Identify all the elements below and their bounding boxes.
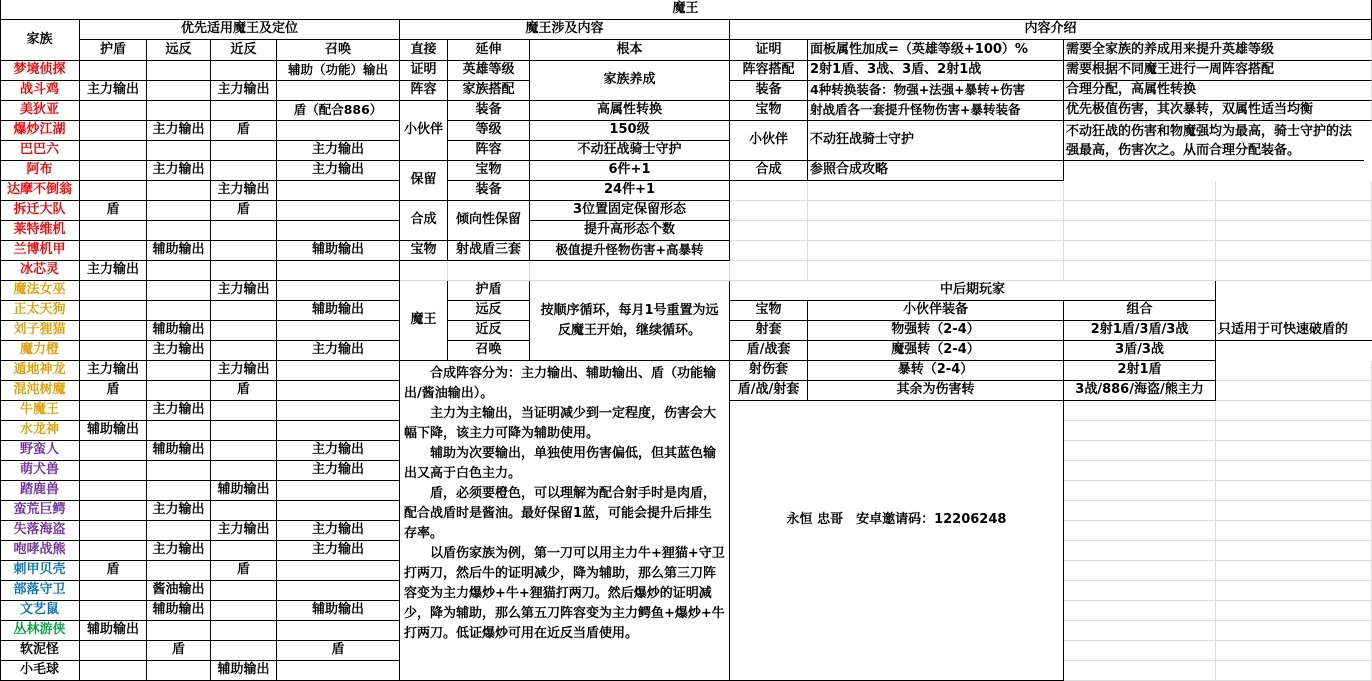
role-cell bbox=[277, 81, 400, 101]
empty-cell bbox=[1064, 621, 1216, 641]
role-cell bbox=[80, 301, 147, 321]
empty-cell bbox=[1064, 401, 1216, 421]
role-cell bbox=[211, 401, 277, 421]
family-name: 咆哮战熊 bbox=[0, 541, 80, 561]
empty-cell bbox=[400, 261, 730, 281]
role-cell bbox=[147, 221, 211, 241]
empty-cell bbox=[1216, 641, 1372, 661]
involve-col-header: 根本 bbox=[530, 40, 730, 61]
role-cell bbox=[147, 561, 211, 581]
role-cell: 主力输出 bbox=[147, 401, 211, 421]
empty-cell bbox=[730, 181, 808, 201]
family-name: 萌犬兽 bbox=[0, 461, 80, 481]
cycle-item: 远反 bbox=[448, 301, 530, 321]
empty-cell bbox=[808, 221, 1064, 241]
cycle-item: 召唤 bbox=[448, 341, 530, 361]
role-cell bbox=[211, 261, 277, 281]
role-cell: 主力输出 bbox=[277, 161, 400, 181]
role-cell: 主力输出 bbox=[147, 161, 211, 181]
role-cell bbox=[80, 181, 147, 201]
role-cell bbox=[211, 141, 277, 161]
family-name: 巴巴六 bbox=[0, 141, 80, 161]
role-cell bbox=[211, 501, 277, 521]
role-cell bbox=[80, 141, 147, 161]
role-cell: 辅助输出 bbox=[80, 621, 147, 641]
role-cell: 主力输出 bbox=[277, 441, 400, 461]
role-cell bbox=[80, 101, 147, 121]
role-cell bbox=[147, 261, 211, 281]
family-header: 家族 bbox=[0, 20, 80, 61]
empty-cell bbox=[1216, 361, 1372, 381]
role-cell bbox=[211, 241, 277, 261]
involve-cell: 150级 bbox=[530, 121, 730, 141]
role-cell: 盾（配合886） bbox=[277, 101, 400, 121]
involve-cell: 高属性转换 bbox=[530, 101, 730, 121]
late-cell: 物强转（2-4） bbox=[808, 321, 1064, 341]
intro-label: 合成 bbox=[730, 161, 808, 181]
role-cell bbox=[80, 321, 147, 341]
role-cell bbox=[211, 61, 277, 81]
empty-cell bbox=[1216, 661, 1372, 681]
intro-value: 参照合成攻略 bbox=[808, 161, 1064, 181]
role-cell: 盾 bbox=[211, 381, 277, 401]
composition-notes bbox=[400, 361, 730, 681]
role-cell bbox=[147, 61, 211, 81]
family-name: 野蛮人 bbox=[0, 441, 80, 461]
role-cell: 盾 bbox=[147, 641, 211, 661]
late-cell: 射伤套 bbox=[730, 361, 808, 381]
late-header: 小伙伴装备 bbox=[808, 301, 1064, 321]
empty-cell bbox=[1216, 601, 1372, 621]
involve-cell: 倾向性保留 bbox=[448, 201, 530, 241]
family-name: 蛮荒巨鳄 bbox=[0, 501, 80, 521]
late-cell: 盾/战套 bbox=[730, 341, 808, 361]
role-cell: 辅助输出 bbox=[211, 661, 277, 681]
family-name: 丛林游侠 bbox=[0, 621, 80, 641]
empty-cell bbox=[1064, 561, 1216, 581]
empty-cell bbox=[1216, 181, 1372, 201]
empty-cell bbox=[1216, 441, 1372, 461]
involve-cell: 宝物 bbox=[400, 241, 448, 261]
sheet-border bbox=[0, 0, 1, 681]
role-cell: 主力输出 bbox=[277, 521, 400, 541]
role-cell: 盾 bbox=[80, 381, 147, 401]
role-cell bbox=[277, 421, 400, 441]
involve-cell: 装备 bbox=[448, 181, 530, 201]
empty-cell bbox=[730, 201, 808, 221]
role-cell bbox=[211, 301, 277, 321]
late-title: 中后期玩家 bbox=[730, 281, 1216, 301]
intro-note: 需要全家族的养成用来提升英雄等级 bbox=[1064, 40, 1372, 61]
family-name: 爆炒江湖 bbox=[0, 121, 80, 141]
role-cell: 酱油输出 bbox=[147, 581, 211, 601]
late-cell: 2射1盾/3盾/3战 bbox=[1064, 321, 1216, 341]
priority-col-header: 远反 bbox=[147, 40, 211, 61]
contact-info: 永恒 忠哥 安卓邀请码：12206248 bbox=[730, 361, 1064, 681]
role-cell bbox=[80, 281, 147, 301]
role-cell: 辅助输出 bbox=[277, 301, 400, 321]
note-paragraph: 主力为主输出，当证明减少到一定程度，伤害会大幅下降，该主力可降为辅助使用。 bbox=[404, 406, 717, 441]
role-cell: 盾 bbox=[211, 561, 277, 581]
role-cell bbox=[211, 441, 277, 461]
role-cell bbox=[277, 621, 400, 641]
empty-cell bbox=[1216, 481, 1372, 501]
empty-cell bbox=[1216, 621, 1372, 641]
intro-label: 阵容搭配 bbox=[730, 61, 808, 81]
intro-value: 不动狂战骑士守护 bbox=[808, 121, 1064, 161]
late-cell: 3盾/3战 bbox=[1064, 341, 1216, 361]
empty-cell bbox=[808, 181, 1064, 201]
empty-cell bbox=[1064, 581, 1216, 601]
empty-cell bbox=[1216, 241, 1372, 261]
role-cell bbox=[211, 421, 277, 441]
role-cell: 主力输出 bbox=[211, 361, 277, 381]
late-note: 只适用于可快速破盾的 bbox=[1216, 321, 1372, 341]
family-name: 刺甲贝壳 bbox=[0, 561, 80, 581]
intro-label: 小伙伴 bbox=[730, 121, 808, 161]
role-cell bbox=[277, 261, 400, 281]
late-header: 组合 bbox=[1064, 301, 1216, 321]
empty-cell bbox=[730, 221, 808, 241]
role-cell bbox=[80, 581, 147, 601]
involve-cell: 小伙伴 bbox=[400, 101, 448, 161]
role-cell: 辅助输出 bbox=[147, 601, 211, 621]
role-cell: 盾 bbox=[80, 201, 147, 221]
family-name: 部落守卫 bbox=[0, 581, 80, 601]
role-cell bbox=[147, 621, 211, 641]
priority-col-header: 护盾 bbox=[80, 40, 147, 61]
role-cell bbox=[80, 121, 147, 141]
family-name: 冰芯灵 bbox=[0, 261, 80, 281]
family-name: 魔法女巫 bbox=[0, 281, 80, 301]
priority-group-header: 优先适用魔王及定位 bbox=[80, 20, 400, 40]
role-cell: 辅助输出 bbox=[147, 441, 211, 461]
involve-cell: 阵容 bbox=[448, 141, 530, 161]
intro-label: 证明 bbox=[730, 40, 808, 61]
involve-cell: 不动狂战骑士守护 bbox=[530, 141, 730, 161]
empty-cell bbox=[1064, 201, 1216, 221]
late-header: 宝物 bbox=[730, 301, 808, 321]
family-name: 梦境侦探 bbox=[0, 61, 80, 81]
role-cell bbox=[147, 301, 211, 321]
role-cell bbox=[80, 61, 147, 81]
empty-cell bbox=[1064, 661, 1216, 681]
family-name: 失落海盗 bbox=[0, 521, 80, 541]
role-cell bbox=[147, 81, 211, 101]
empty-cell bbox=[1064, 461, 1216, 481]
role-cell bbox=[80, 441, 147, 461]
family-name: 兰博机甲 bbox=[0, 241, 80, 261]
involve-cell: 射战盾三套 bbox=[448, 241, 530, 261]
role-cell: 主力输出 bbox=[80, 81, 147, 101]
empty-cell bbox=[1216, 501, 1372, 521]
role-cell bbox=[147, 521, 211, 541]
empty-cell bbox=[1216, 401, 1372, 421]
intro-note: 不动狂战的伤害和物魔强均为最高，骑士守护的法强最高，伤害次之。从而合理分配装备。 bbox=[1064, 121, 1364, 161]
intro-note: 优先极值伤害，其次暴转，双属性适当均衡 bbox=[1064, 101, 1372, 121]
note-paragraph: 辅助为次要输出，单独使用伤害偏低，但其蓝色输出又高于白色主力。 bbox=[404, 446, 717, 481]
involve-cell: 合成 bbox=[400, 201, 448, 241]
note-paragraph: 盾，必须要橙色，可以理解为配合射手时是肉盾，配合战盾时是酱油。最好保留1蓝，可能会提升后排生存率。 bbox=[404, 486, 717, 541]
role-cell: 主力输出 bbox=[211, 521, 277, 541]
intro-note: 合理分配，高属性转换 bbox=[1064, 81, 1372, 101]
family-name: 小毛球 bbox=[0, 661, 80, 681]
involve-cell: 等级 bbox=[448, 121, 530, 141]
empty-cell bbox=[1216, 461, 1372, 481]
family-name: 牛魔王 bbox=[0, 401, 80, 421]
role-cell bbox=[211, 221, 277, 241]
family-name: 软泥怪 bbox=[0, 641, 80, 661]
empty-cell bbox=[1064, 421, 1216, 441]
empty-cell bbox=[1064, 521, 1216, 541]
role-cell bbox=[80, 661, 147, 681]
priority-col-header: 近反 bbox=[211, 40, 277, 61]
involve-cell: 极值提升怪物伤害+高暴转 bbox=[530, 241, 730, 261]
involve-cell: 24件+1 bbox=[530, 181, 730, 201]
role-cell: 辅助输出 bbox=[277, 601, 400, 621]
involve-cell: 提升高形态个数 bbox=[530, 221, 730, 241]
cycle-desc: 按顺序循环，每月1号重置为远反魔王开始，继续循环。 bbox=[530, 281, 730, 361]
role-cell bbox=[211, 621, 277, 641]
intro-label: 宝物 bbox=[730, 101, 808, 121]
role-cell: 主力输出 bbox=[147, 121, 211, 141]
empty-cell bbox=[1216, 521, 1372, 541]
role-cell bbox=[80, 241, 147, 261]
role-cell: 主力输出 bbox=[211, 81, 277, 101]
empty-cell bbox=[1064, 441, 1216, 461]
family-name: 魔力橙 bbox=[0, 341, 80, 361]
role-cell bbox=[80, 541, 147, 561]
family-name: 阿布 bbox=[0, 161, 80, 181]
late-cell: 3战/886/海盗/熊主力 bbox=[1064, 381, 1216, 401]
intro-value: 射战盾各一套提升怪物伤害+暴转装备 bbox=[808, 101, 1064, 121]
intro-value: 4种转换装备：物强+法强+暴转+伤害 bbox=[808, 81, 1064, 101]
role-cell bbox=[147, 201, 211, 221]
role-cell: 盾 bbox=[211, 121, 277, 141]
role-cell: 主力输出 bbox=[147, 341, 211, 361]
late-cell: 其余为伤害转 bbox=[808, 381, 1064, 401]
role-cell: 主力输出 bbox=[147, 541, 211, 561]
involve-col-header: 延伸 bbox=[448, 40, 530, 61]
role-cell bbox=[147, 101, 211, 121]
empty-cell bbox=[1064, 501, 1216, 521]
role-cell bbox=[277, 201, 400, 221]
empty-cell bbox=[1064, 261, 1216, 281]
role-cell: 主力输出 bbox=[277, 341, 400, 361]
family-name: 文艺鼠 bbox=[0, 601, 80, 621]
role-cell bbox=[80, 481, 147, 501]
empty-cell bbox=[1216, 261, 1372, 281]
role-cell bbox=[80, 401, 147, 421]
role-cell bbox=[211, 641, 277, 661]
role-cell bbox=[147, 181, 211, 201]
late-cell: 盾/战/射套 bbox=[730, 381, 808, 401]
role-cell: 主力输出 bbox=[80, 361, 147, 381]
empty-cell bbox=[1216, 201, 1372, 221]
late-cell: 射套 bbox=[730, 321, 808, 341]
role-cell: 辅助输出 bbox=[277, 241, 400, 261]
involve-cell: 装备 bbox=[448, 101, 530, 121]
role-cell bbox=[147, 361, 211, 381]
empty-cell bbox=[1064, 641, 1216, 661]
role-cell bbox=[277, 361, 400, 381]
role-cell: 主力输出 bbox=[277, 141, 400, 161]
role-cell bbox=[211, 101, 277, 121]
intro-note: 需要根据不同魔王进行一周阵容搭配 bbox=[1064, 61, 1372, 81]
late-cell: 魔强转（2-4） bbox=[808, 341, 1064, 361]
involve-cell: 阵容 bbox=[400, 81, 448, 101]
intro-value: 面板属性加成=（英雄等级+100）% bbox=[808, 40, 1064, 61]
role-cell: 主力输出 bbox=[147, 501, 211, 521]
empty-cell bbox=[1216, 561, 1372, 581]
empty-cell bbox=[1216, 581, 1372, 601]
role-cell bbox=[277, 121, 400, 141]
role-cell bbox=[277, 321, 400, 341]
cycle-item: 近反 bbox=[448, 321, 530, 341]
role-cell bbox=[80, 221, 147, 241]
role-cell bbox=[211, 601, 277, 621]
involve-group-header: 魔王涉及内容 bbox=[400, 20, 730, 40]
empty-cell bbox=[1064, 481, 1216, 501]
family-name: 踏鹿兽 bbox=[0, 481, 80, 501]
role-cell bbox=[147, 421, 211, 441]
family-name: 正太天狗 bbox=[0, 301, 80, 321]
intro-group-header: 内容介绍 bbox=[730, 20, 1372, 40]
role-cell bbox=[277, 581, 400, 601]
priority-col-header: 召唤 bbox=[277, 40, 400, 61]
role-cell: 主力输出 bbox=[211, 281, 277, 301]
sheet-title: 魔王 bbox=[0, 0, 1372, 20]
role-cell: 主力输出 bbox=[211, 181, 277, 201]
role-cell bbox=[277, 221, 400, 241]
role-cell: 辅助（功能）输出 bbox=[277, 61, 400, 81]
role-cell bbox=[277, 281, 400, 301]
role-cell: 主力输出 bbox=[277, 541, 400, 561]
note-paragraph: 合成阵容分为：主力输出、辅助输出、盾（功能输出/酱油输出）。 bbox=[404, 366, 717, 401]
cycle-label: 魔王 bbox=[400, 281, 448, 361]
cycle-item: 护盾 bbox=[448, 281, 530, 301]
family-name: 达摩不倒翁 bbox=[0, 181, 80, 201]
empty-cell bbox=[1216, 221, 1372, 241]
role-cell: 辅助输出 bbox=[80, 421, 147, 441]
note-paragraph: 以盾伤家族为例，第一刀可以用主力牛+狸猫+守卫打两刀，然后牛的证明减少，降为辅助，那么第三刀阵容变为主力爆炒+牛+狸猫打两刀。然后爆炒的证明减少，降为辅助，那么第五刀阵容变为主力鳄鱼+爆炒+牛打两刀。低证爆炒可用在近反当盾使用。 bbox=[404, 546, 725, 641]
role-cell bbox=[147, 141, 211, 161]
role-cell bbox=[211, 341, 277, 361]
family-name: 遁地神龙 bbox=[0, 361, 80, 381]
involve-cell: 家族搭配 bbox=[448, 81, 530, 101]
role-cell bbox=[277, 181, 400, 201]
empty-cell bbox=[1064, 241, 1216, 261]
involve-cell: 证明 bbox=[400, 61, 448, 81]
family-name: 美狄亚 bbox=[0, 101, 80, 121]
empty-cell bbox=[730, 241, 1064, 281]
family-name: 拆迁大队 bbox=[0, 201, 80, 221]
family-name: 战斗鸡 bbox=[0, 81, 80, 101]
role-cell bbox=[80, 161, 147, 181]
empty-cell bbox=[1216, 421, 1372, 441]
role-cell bbox=[211, 581, 277, 601]
role-cell: 盾 bbox=[80, 561, 147, 581]
involve-cell: 家族养成 bbox=[530, 61, 730, 101]
role-cell bbox=[277, 661, 400, 681]
family-name: 莱特维机 bbox=[0, 221, 80, 241]
role-cell bbox=[211, 161, 277, 181]
role-cell bbox=[277, 501, 400, 521]
role-cell: 辅助输出 bbox=[147, 241, 211, 261]
empty-cell bbox=[808, 201, 1064, 221]
role-cell bbox=[80, 521, 147, 541]
intro-label: 装备 bbox=[730, 81, 808, 101]
family-name: 水龙神 bbox=[0, 421, 80, 441]
intro-value: 2射1盾、3战、3盾、2射1战 bbox=[808, 61, 1064, 81]
family-name: 混沌树魔 bbox=[0, 381, 80, 401]
role-cell bbox=[277, 481, 400, 501]
involve-cell: 宝物 bbox=[448, 161, 530, 181]
role-cell bbox=[80, 461, 147, 481]
empty-cell bbox=[1216, 381, 1372, 401]
empty-cell bbox=[1216, 541, 1372, 561]
role-cell bbox=[211, 321, 277, 341]
role-cell bbox=[211, 541, 277, 561]
role-cell: 盾 bbox=[277, 641, 400, 661]
role-cell bbox=[80, 501, 147, 521]
family-name: 刘子狸猫 bbox=[0, 321, 80, 341]
role-cell: 辅助输出 bbox=[211, 481, 277, 501]
role-cell: 盾 bbox=[211, 201, 277, 221]
role-cell bbox=[277, 561, 400, 581]
role-cell bbox=[147, 281, 211, 301]
empty-cell bbox=[1064, 541, 1216, 561]
role-cell bbox=[277, 401, 400, 421]
late-cell: 2射1盾 bbox=[1064, 361, 1216, 381]
role-cell bbox=[147, 481, 211, 501]
empty-cell bbox=[1064, 181, 1216, 201]
involve-cell: 英雄等级 bbox=[448, 61, 530, 81]
role-cell bbox=[147, 461, 211, 481]
empty-cell bbox=[1064, 221, 1216, 241]
role-cell bbox=[80, 641, 147, 661]
involve-cell: 保留 bbox=[400, 161, 448, 201]
role-cell: 辅助输出 bbox=[147, 321, 211, 341]
role-cell: 主力输出 bbox=[277, 461, 400, 481]
role-cell bbox=[147, 661, 211, 681]
late-cell: 暴转（2-4） bbox=[808, 361, 1064, 381]
role-cell bbox=[80, 341, 147, 361]
role-cell bbox=[277, 381, 400, 401]
involve-col-header: 直接 bbox=[400, 40, 448, 61]
role-cell bbox=[211, 461, 277, 481]
involve-cell: 3位置固定保留形态 bbox=[530, 201, 730, 221]
role-cell bbox=[147, 381, 211, 401]
involve-cell: 6件+1 bbox=[530, 161, 730, 181]
role-cell bbox=[80, 601, 147, 621]
role-cell: 主力输出 bbox=[80, 261, 147, 281]
empty-cell bbox=[1064, 601, 1216, 621]
